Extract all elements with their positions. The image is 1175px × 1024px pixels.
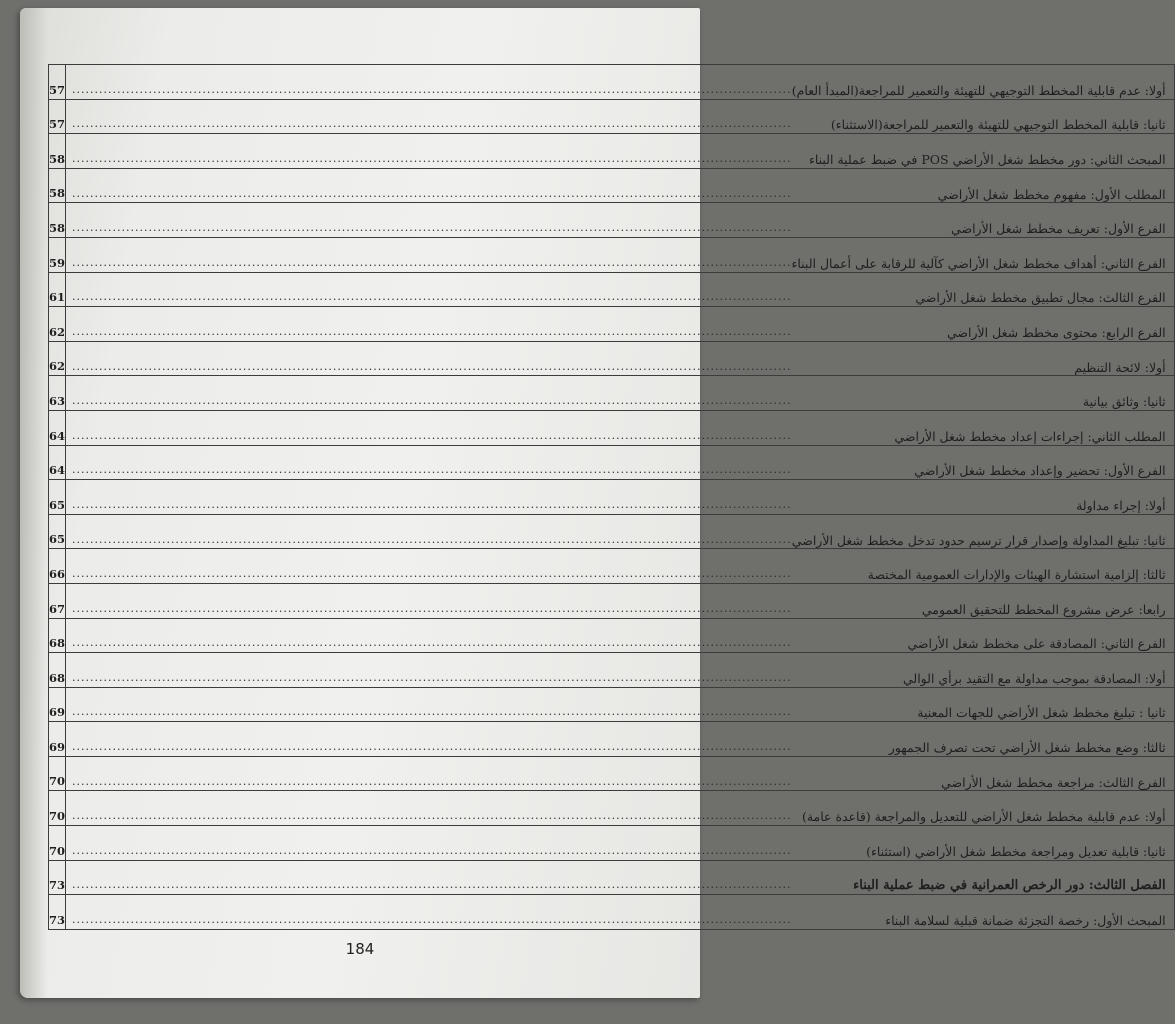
toc-row	[49, 341, 1175, 376]
dot-leader: ................................................................................................................................................................	[72, 394, 792, 408]
dot-leader: ................................................................................................................................................................	[72, 117, 792, 131]
toc-entry-title: المبحث الأول: رخصة التجزئة ضمانة قبلية لسلامة البناء	[885, 913, 1166, 929]
dot-leader: ................................................................................................................................................................	[72, 463, 792, 477]
toc-entry-title-cell	[66, 756, 1175, 791]
toc-entry-title-cell	[66, 341, 1175, 376]
toc-entry-page: 73	[49, 860, 66, 895]
toc-entry-page: 64	[49, 410, 66, 445]
toc-row	[49, 272, 1175, 307]
toc-entry-title-cell	[66, 237, 1175, 272]
dot-leader: ................................................................................................................................................................	[72, 601, 792, 615]
toc-row	[49, 203, 1175, 238]
toc-entry-title-cell	[66, 307, 1175, 342]
toc-entry-title-cell	[66, 791, 1175, 826]
dot-leader: ................................................................................................................................................................	[72, 324, 792, 338]
toc-entry-page: 73	[49, 895, 66, 930]
toc-entry-title-cell	[66, 272, 1175, 307]
toc-row	[49, 895, 1175, 930]
toc-row	[49, 653, 1175, 688]
dot-leader: ................................................................................................................................................................	[72, 843, 792, 857]
toc-entry-page: 69	[49, 687, 66, 722]
toc-entry-title: الفرع الأول: تحضير وإعداد مخطط شغل الأراضي	[914, 463, 1166, 479]
dot-leader: ................................................................................................................................................................	[72, 670, 792, 684]
page-number: 184	[345, 940, 375, 958]
toc-entry-page: 65	[49, 480, 66, 515]
toc-entry-title: الفرع الرابع: محتوى مخطط شغل الأراضي	[947, 324, 1166, 340]
toc-entry-page: 66	[49, 549, 66, 584]
toc-entry-title: أولا: عدم قابلية المخطط التوجيهي للتهيئة والتعمير للمراجعة(المبدأ العام)	[791, 82, 1166, 98]
toc-row	[49, 618, 1175, 653]
toc-row	[49, 687, 1175, 722]
toc-entry-title: الفصل الثالث: دور الرخص العمرانية في ضبط عملية البناء	[853, 878, 1166, 894]
table-of-contents	[48, 64, 1175, 930]
dot-leader: ................................................................................................................................................................	[72, 636, 792, 650]
dot-leader: ................................................................................................................................................................	[72, 774, 792, 788]
toc-entry-title-cell	[66, 860, 1175, 895]
dot-leader: ................................................................................................................................................................	[72, 740, 792, 754]
toc-entry-title: ثانيا : تبليغ مخطط شغل الأراضي للجهات المعنية	[917, 705, 1166, 721]
toc-entry-page: 64	[49, 445, 66, 480]
toc-entry-title: المطلب الثاني: إجراءات إعداد مخطط شغل الأراضي	[894, 428, 1166, 444]
toc-entry-title: ثانيا: قابلية تعديل ومراجعة مخطط شغل الأراضي (استثناء)	[866, 843, 1166, 859]
dot-leader: ................................................................................................................................................................	[72, 82, 792, 96]
toc-entry-title: أولا: لائحة التنظيم	[1074, 359, 1166, 375]
toc-entry-title: الفرع الثاني: أهداف مخطط شغل الأراضي كآلية للرقابة على أعمال البناء	[791, 255, 1166, 271]
toc-entry-page: 62	[49, 307, 66, 342]
toc-row	[49, 549, 1175, 584]
toc-entry-title-cell	[66, 410, 1175, 445]
dot-leader: ................................................................................................................................................................	[72, 705, 792, 719]
toc-entry-title-cell	[66, 653, 1175, 688]
dot-leader: ................................................................................................................................................................	[72, 186, 792, 200]
toc-entry-title-cell	[66, 687, 1175, 722]
toc-entry-title: ثانيا: وثائق بيانية	[1082, 394, 1166, 410]
toc-entry-page: 57	[49, 65, 66, 100]
toc-entry-page: 61	[49, 272, 66, 307]
toc-row	[49, 99, 1175, 134]
toc-entry-title-cell	[66, 722, 1175, 757]
toc-entry-page: 65	[49, 514, 66, 549]
dot-leader: ................................................................................................................................................................	[72, 221, 792, 235]
toc-entry-page: 58	[49, 134, 66, 169]
toc-row	[49, 791, 1175, 826]
toc-entry-title: ثالثا: وضع مخطط شغل الأراضي تحت تصرف الجمهور	[888, 740, 1166, 756]
toc-row	[49, 168, 1175, 203]
dot-leader: ................................................................................................................................................................	[72, 532, 792, 546]
toc-entry-page: 57	[49, 99, 66, 134]
toc-entry-page: 70	[49, 756, 66, 791]
toc-row	[49, 722, 1175, 757]
toc-row	[49, 445, 1175, 480]
toc-entry-title-cell	[66, 514, 1175, 549]
toc-entry-title-cell	[66, 583, 1175, 618]
toc-entry-title: ثانيا: تبليغ المداولة وإصدار قرار ترسيم حدود تدخل مخطط شغل الأراضي	[791, 532, 1166, 548]
dot-leader: ................................................................................................................................................................	[72, 497, 792, 511]
toc-entry-title: الفرع الثالث: مجال تطبيق مخطط شغل الأراضي	[915, 290, 1166, 306]
toc-entry-page: 59	[49, 237, 66, 272]
toc-entry-page: 68	[49, 618, 66, 653]
toc-entry-title: الفرع الثالث: مراجعة مخطط شغل الأراضي	[941, 774, 1166, 790]
toc-entry-title-cell	[66, 618, 1175, 653]
toc-row	[49, 410, 1175, 445]
dot-leader: ................................................................................................................................................................	[72, 913, 792, 927]
toc-row	[49, 860, 1175, 895]
toc-entry-page: 70	[49, 826, 66, 861]
toc-entry-title: الفرع الثاني: المصادقة على مخطط شغل الأراضي	[907, 636, 1166, 652]
dot-leader: ................................................................................................................................................................	[72, 809, 792, 823]
toc-row	[49, 65, 1175, 100]
toc-entry-title: ثانيا: قابلية المخطط التوجيهي للتهيئة والتعمير للمراجعة(الاستثناء)	[830, 117, 1166, 133]
toc-entry-page: 58	[49, 203, 66, 238]
toc-entry-page: 58	[49, 168, 66, 203]
dot-leader: ................................................................................................................................................................	[72, 878, 792, 892]
toc-entry-page: 68	[49, 653, 66, 688]
toc-entry-title: المطلب الأول: مفهوم مخطط شغل الأراضي	[937, 186, 1166, 202]
toc-entry-title-cell	[66, 134, 1175, 169]
toc-entry-title-cell	[66, 99, 1175, 134]
toc-row	[49, 583, 1175, 618]
toc-row	[49, 514, 1175, 549]
toc-entry-title-cell	[66, 826, 1175, 861]
toc-entry-page: 63	[49, 376, 66, 411]
page-fold-shadow	[20, 8, 48, 998]
dot-leader: ................................................................................................................................................................	[72, 255, 792, 269]
toc-entry-title-cell	[66, 376, 1175, 411]
toc-entry-title-cell	[66, 65, 1175, 100]
toc-entry-title-cell	[66, 549, 1175, 584]
toc-entry-title: أولا: عدم قابلية مخطط شغل الأراضي للتعديل والمراجعة (قاعدة عامة)	[801, 809, 1166, 825]
toc-entry-title-cell	[66, 895, 1175, 930]
toc-row	[49, 480, 1175, 515]
toc-entry-page: 67	[49, 583, 66, 618]
dot-leader: ................................................................................................................................................................	[72, 428, 792, 442]
toc-row	[49, 307, 1175, 342]
toc-entry-title: المبحث الثاني: دور مخطط شغل الأراضي POS في ضبط عملية البناء	[808, 151, 1166, 167]
toc-entry-page: 62	[49, 341, 66, 376]
toc-entry-title-cell	[66, 480, 1175, 515]
dot-leader: ................................................................................................................................................................	[72, 151, 792, 165]
toc-entry-title: ثالثا: إلزامية استشارة الهيئات والإدارات العمومية المختصة	[867, 567, 1166, 583]
dot-leader: ................................................................................................................................................................	[72, 567, 792, 581]
toc-row	[49, 756, 1175, 791]
dot-leader: ................................................................................................................................................................	[72, 290, 792, 304]
toc-entry-title: أولا: المصادقة بموجب مداولة مع التقيد برأي الوالي	[902, 670, 1166, 686]
toc-row	[49, 237, 1175, 272]
dot-leader: ................................................................................................................................................................	[72, 359, 792, 373]
toc-row	[49, 134, 1175, 169]
toc-row	[49, 376, 1175, 411]
toc-entry-title: رابعا: عرض مشروع المخطط للتحقيق العمومي	[921, 601, 1166, 617]
toc-entry-title-cell	[66, 445, 1175, 480]
toc-entry-title-cell	[66, 203, 1175, 238]
toc-entry-page: 70	[49, 791, 66, 826]
toc-entry-title: الفرع الأول: تعريف مخطط شغل الأراضي	[951, 221, 1166, 237]
toc-entry-title: أولا: إجراء مداولة	[1076, 497, 1166, 513]
toc-entry-page: 69	[49, 722, 66, 757]
toc-row	[49, 826, 1175, 861]
toc-entry-title-cell	[66, 168, 1175, 203]
document-page	[20, 8, 1166, 998]
